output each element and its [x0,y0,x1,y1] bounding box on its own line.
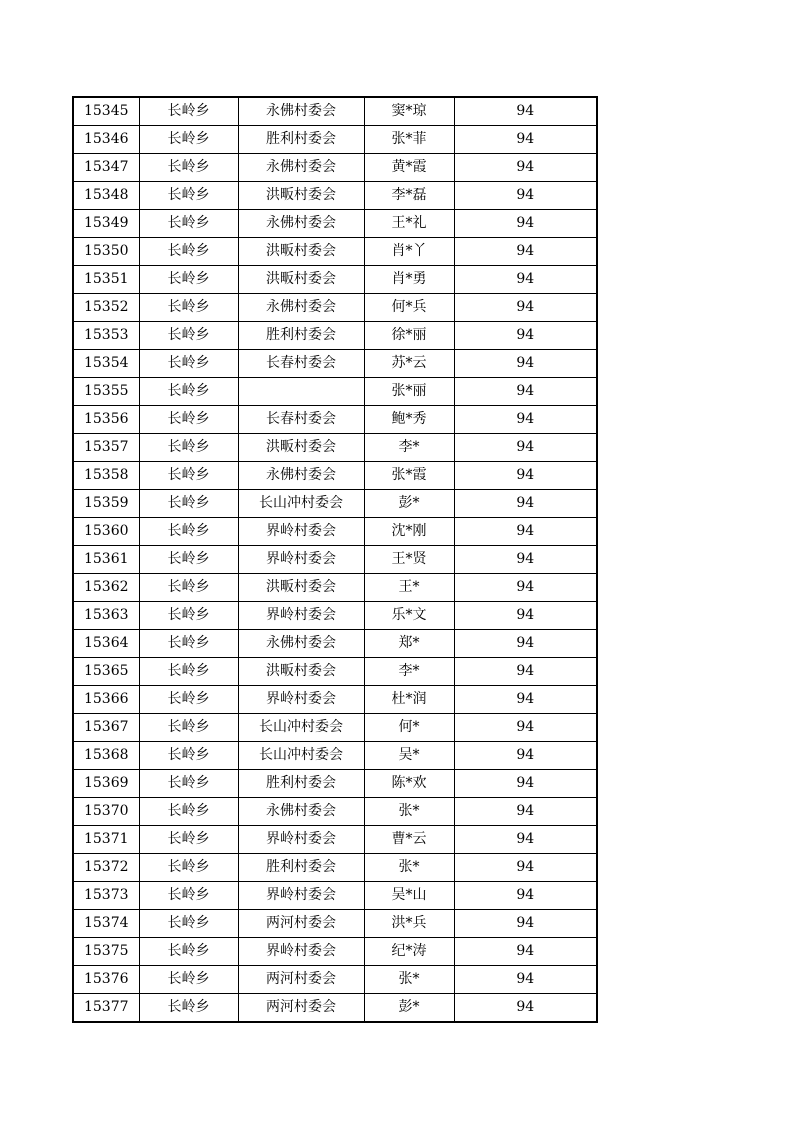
town-cell: 长岭乡 [139,97,238,126]
village-cell: 界岭村委会 [238,938,364,966]
table-row [73,770,597,798]
village-cell: 胜利村委会 [238,322,364,350]
row-id-cell: 15357 [73,434,139,462]
score-cell: 94 [454,854,597,882]
row-id-cell: 15363 [73,602,139,630]
row-id-cell: 15362 [73,574,139,602]
score-cell: 94 [454,294,597,322]
row-id-cell: 15346 [73,126,139,154]
table-row [73,826,597,854]
village-cell: 长春村委会 [238,350,364,378]
village-cell: 永佛村委会 [238,154,364,182]
table-row [73,630,597,658]
village-cell: 界岭村委会 [238,882,364,910]
table-row [73,714,597,742]
village-cell [238,378,364,406]
roster-table [72,96,598,1023]
name-cell: 张*菲 [364,126,454,154]
row-id-cell: 15361 [73,546,139,574]
table-row [73,406,597,434]
score-cell: 94 [454,546,597,574]
town-cell: 长岭乡 [139,854,238,882]
score-cell: 94 [454,630,597,658]
row-id-cell: 15345 [73,97,139,126]
name-cell: 苏*云 [364,350,454,378]
name-cell: 张*霞 [364,462,454,490]
table-row [73,210,597,238]
town-cell: 长岭乡 [139,994,238,1023]
town-cell: 长岭乡 [139,238,238,266]
table-row [73,798,597,826]
table-row [73,182,597,210]
table-row [73,742,597,770]
village-cell: 长山冲村委会 [238,714,364,742]
row-id-cell: 15354 [73,350,139,378]
town-cell: 长岭乡 [139,966,238,994]
table-row [73,882,597,910]
score-cell: 94 [454,938,597,966]
table-row [73,378,597,406]
name-cell: 彭* [364,994,454,1023]
village-cell: 胜利村委会 [238,854,364,882]
name-cell: 王* [364,574,454,602]
score-cell: 94 [454,266,597,294]
village-cell: 界岭村委会 [238,686,364,714]
village-cell: 两河村委会 [238,966,364,994]
score-cell: 94 [454,742,597,770]
town-cell: 长岭乡 [139,378,238,406]
town-cell: 长岭乡 [139,686,238,714]
score-cell: 94 [454,770,597,798]
name-cell: 张*丽 [364,378,454,406]
town-cell: 长岭乡 [139,826,238,854]
row-id-cell: 15369 [73,770,139,798]
village-cell: 洪畈村委会 [238,266,364,294]
name-cell: 黄*霞 [364,154,454,182]
score-cell: 94 [454,97,597,126]
row-id-cell: 15349 [73,210,139,238]
score-cell: 94 [454,322,597,350]
town-cell: 长岭乡 [139,294,238,322]
village-cell: 洪畈村委会 [238,574,364,602]
town-cell: 长岭乡 [139,770,238,798]
name-cell: 纪*涛 [364,938,454,966]
town-cell: 长岭乡 [139,490,238,518]
table-row [73,658,597,686]
table-row [73,350,597,378]
name-cell: 陈*欢 [364,770,454,798]
score-cell: 94 [454,798,597,826]
score-cell: 94 [454,210,597,238]
score-cell: 94 [454,658,597,686]
score-cell: 94 [454,602,597,630]
name-cell: 鲍*秀 [364,406,454,434]
name-cell: 何*兵 [364,294,454,322]
row-id-cell: 15374 [73,910,139,938]
row-id-cell: 15353 [73,322,139,350]
score-cell: 94 [454,406,597,434]
name-cell: 李*磊 [364,182,454,210]
score-cell: 94 [454,966,597,994]
score-cell: 94 [454,714,597,742]
table-row [73,546,597,574]
row-id-cell: 15375 [73,938,139,966]
table-row [73,686,597,714]
table-row [73,938,597,966]
row-id-cell: 15360 [73,518,139,546]
name-cell: 沈*刚 [364,518,454,546]
town-cell: 长岭乡 [139,910,238,938]
name-cell: 洪*兵 [364,910,454,938]
row-id-cell: 15364 [73,630,139,658]
row-id-cell: 15350 [73,238,139,266]
village-cell: 永佛村委会 [238,97,364,126]
score-cell: 94 [454,154,597,182]
score-cell: 94 [454,490,597,518]
table-row [73,602,597,630]
village-cell: 洪畈村委会 [238,182,364,210]
village-cell: 永佛村委会 [238,798,364,826]
town-cell: 长岭乡 [139,322,238,350]
town-cell: 长岭乡 [139,546,238,574]
score-cell: 94 [454,994,597,1023]
row-id-cell: 15356 [73,406,139,434]
name-cell: 肖*勇 [364,266,454,294]
name-cell: 何* [364,714,454,742]
table-row [73,126,597,154]
score-cell: 94 [454,126,597,154]
village-cell: 两河村委会 [238,994,364,1023]
row-id-cell: 15365 [73,658,139,686]
village-cell: 永佛村委会 [238,462,364,490]
town-cell: 长岭乡 [139,882,238,910]
village-cell: 胜利村委会 [238,126,364,154]
roster-table-body [73,97,597,1022]
row-id-cell: 15377 [73,994,139,1023]
table-row [73,97,597,126]
score-cell: 94 [454,238,597,266]
name-cell: 郑* [364,630,454,658]
row-id-cell: 15351 [73,266,139,294]
score-cell: 94 [454,882,597,910]
town-cell: 长岭乡 [139,938,238,966]
row-id-cell: 15367 [73,714,139,742]
name-cell: 李* [364,434,454,462]
row-id-cell: 15355 [73,378,139,406]
table-row [73,966,597,994]
village-cell: 两河村委会 [238,910,364,938]
score-cell: 94 [454,434,597,462]
name-cell: 吴*山 [364,882,454,910]
village-cell: 长山冲村委会 [238,490,364,518]
table-row [73,154,597,182]
row-id-cell: 15373 [73,882,139,910]
row-id-cell: 15358 [73,462,139,490]
table-row [73,490,597,518]
score-cell: 94 [454,518,597,546]
town-cell: 长岭乡 [139,154,238,182]
village-cell: 洪畈村委会 [238,238,364,266]
score-cell: 94 [454,350,597,378]
name-cell: 李* [364,658,454,686]
village-cell: 界岭村委会 [238,602,364,630]
town-cell: 长岭乡 [139,742,238,770]
table-row [73,994,597,1023]
village-cell: 洪畈村委会 [238,434,364,462]
name-cell: 肖*丫 [364,238,454,266]
town-cell: 长岭乡 [139,182,238,210]
row-id-cell: 15348 [73,182,139,210]
village-cell: 界岭村委会 [238,826,364,854]
village-cell: 界岭村委会 [238,546,364,574]
name-cell: 彭* [364,490,454,518]
town-cell: 长岭乡 [139,630,238,658]
row-id-cell: 15370 [73,798,139,826]
row-id-cell: 15372 [73,854,139,882]
table-row [73,266,597,294]
row-id-cell: 15371 [73,826,139,854]
table-row [73,854,597,882]
table-row [73,462,597,490]
name-cell: 王*贤 [364,546,454,574]
town-cell: 长岭乡 [139,350,238,378]
village-cell: 界岭村委会 [238,518,364,546]
score-cell: 94 [454,574,597,602]
name-cell: 张* [364,854,454,882]
village-cell: 长山冲村委会 [238,742,364,770]
row-id-cell: 15366 [73,686,139,714]
score-cell: 94 [454,686,597,714]
town-cell: 长岭乡 [139,658,238,686]
score-cell: 94 [454,910,597,938]
table-row [73,910,597,938]
town-cell: 长岭乡 [139,210,238,238]
town-cell: 长岭乡 [139,462,238,490]
score-cell: 94 [454,182,597,210]
row-id-cell: 15352 [73,294,139,322]
town-cell: 长岭乡 [139,406,238,434]
village-cell: 胜利村委会 [238,770,364,798]
row-id-cell: 15359 [73,490,139,518]
name-cell: 乐*文 [364,602,454,630]
score-cell: 94 [454,462,597,490]
town-cell: 长岭乡 [139,602,238,630]
village-cell: 永佛村委会 [238,630,364,658]
town-cell: 长岭乡 [139,518,238,546]
town-cell: 长岭乡 [139,434,238,462]
name-cell: 徐*丽 [364,322,454,350]
table-row [73,238,597,266]
town-cell: 长岭乡 [139,574,238,602]
score-cell: 94 [454,378,597,406]
name-cell: 吴* [364,742,454,770]
town-cell: 长岭乡 [139,126,238,154]
table-row [73,322,597,350]
village-cell: 长春村委会 [238,406,364,434]
table-row [73,434,597,462]
town-cell: 长岭乡 [139,714,238,742]
row-id-cell: 15368 [73,742,139,770]
village-cell: 永佛村委会 [238,294,364,322]
row-id-cell: 15347 [73,154,139,182]
town-cell: 长岭乡 [139,798,238,826]
name-cell: 曹*云 [364,826,454,854]
score-cell: 94 [454,826,597,854]
table-row [73,574,597,602]
table-row [73,294,597,322]
town-cell: 长岭乡 [139,266,238,294]
village-cell: 洪畈村委会 [238,658,364,686]
row-id-cell: 15376 [73,966,139,994]
name-cell: 王*礼 [364,210,454,238]
name-cell: 杜*润 [364,686,454,714]
village-cell: 永佛村委会 [238,210,364,238]
table-row [73,518,597,546]
name-cell: 窦*琼 [364,97,454,126]
name-cell: 张* [364,966,454,994]
name-cell: 张* [364,798,454,826]
